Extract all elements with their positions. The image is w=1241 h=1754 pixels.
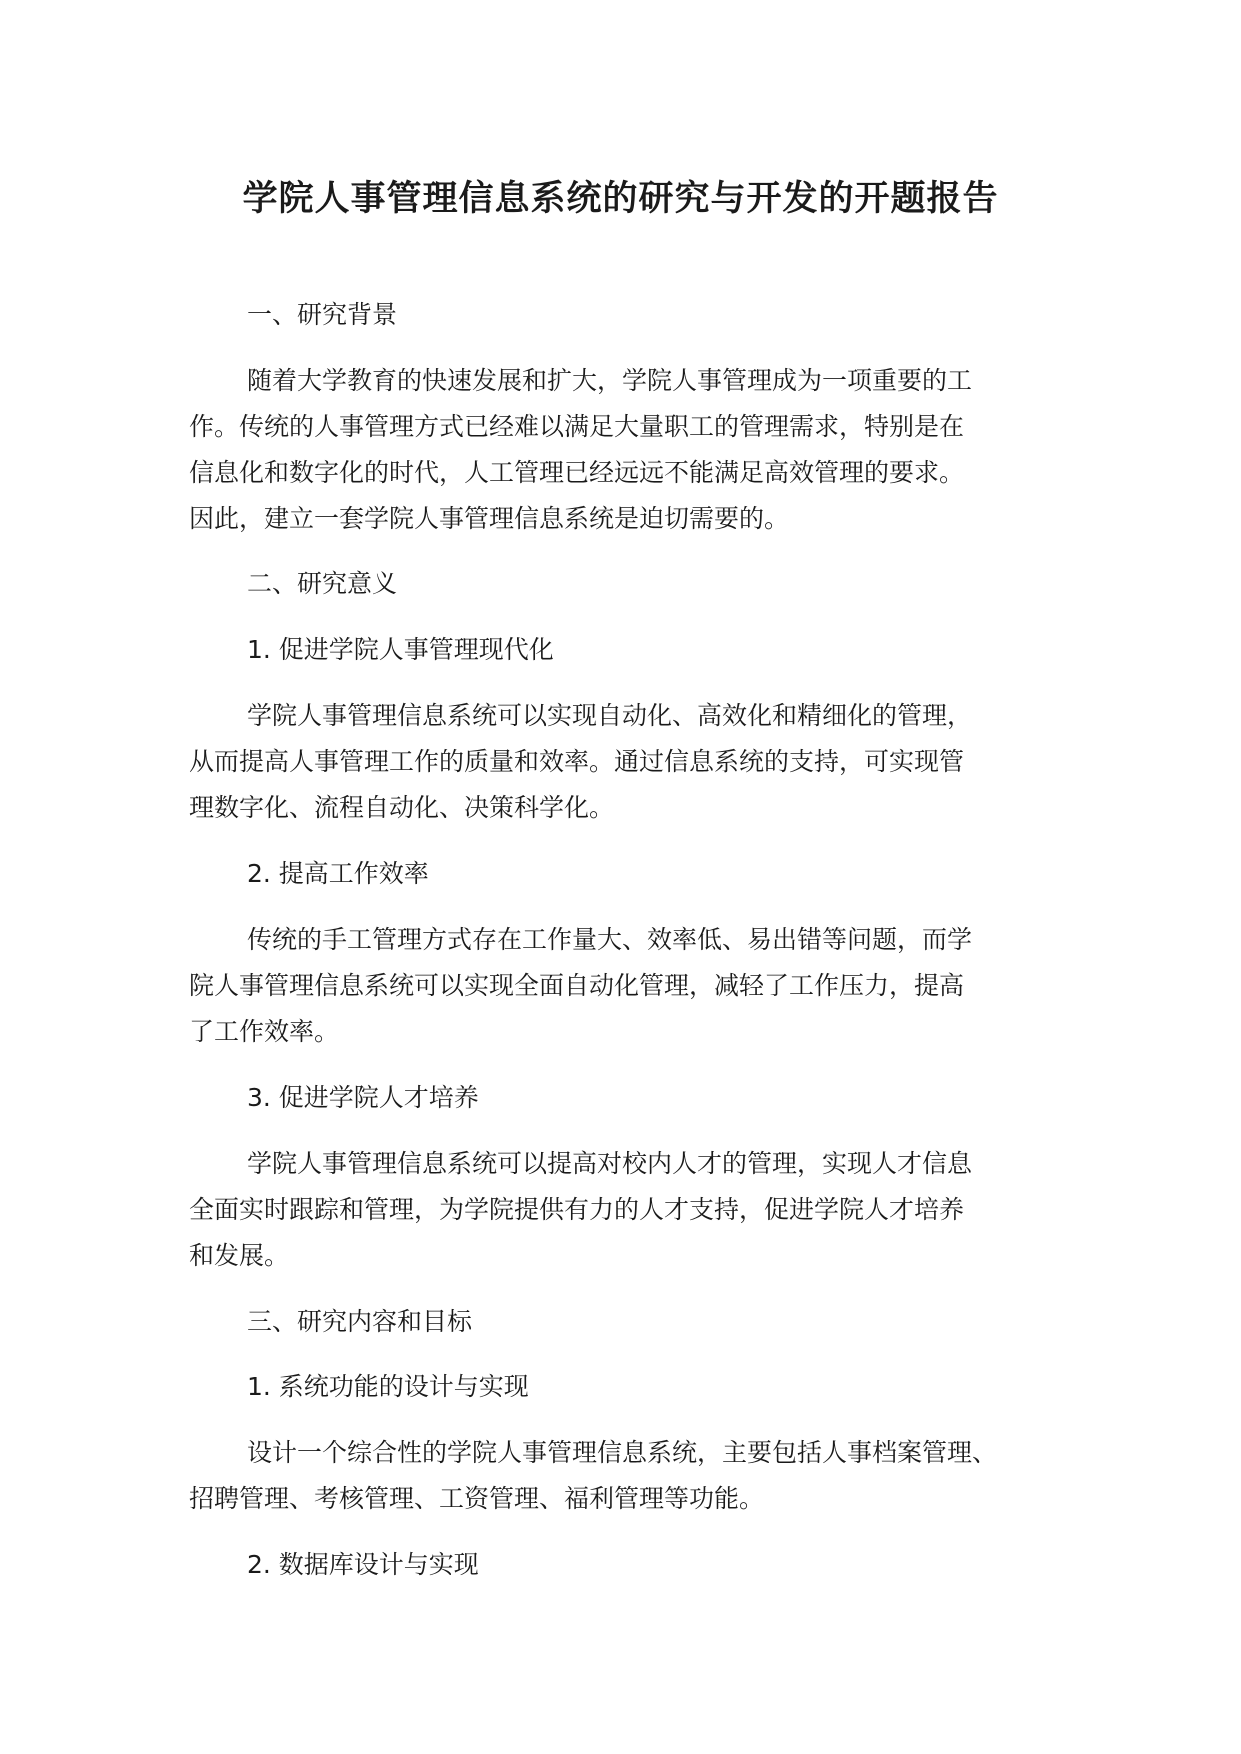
subheading: 1. 系统功能的设计与实现	[247, 1372, 529, 1401]
paragraph-line: 学院人事管理信息系统可以实现自动化、高效化和精细化的管理，	[247, 701, 973, 730]
paragraph-line: 招聘管理、考核管理、工资管理、福利管理等功能。	[189, 1484, 765, 1513]
paragraph-line: 作。传统的人事管理方式已经难以满足大量职工的管理需求，特别是在	[189, 412, 965, 441]
subheading: 2. 提高工作效率	[247, 859, 429, 888]
paragraph-line: 和发展。	[189, 1241, 290, 1270]
paragraph-line: 信息化和数字化的时代，人工管理已经远远不能满足高效管理的要求。	[189, 458, 965, 487]
paragraph-line: 学院人事管理信息系统可以提高对校内人才的管理，实现人才信息	[247, 1149, 973, 1178]
paragraph-line: 院人事管理信息系统可以实现全面自动化管理，减轻了工作压力，提高	[189, 971, 965, 1000]
paragraph-line: 因此，建立一套学院人事管理信息系统是迫切需要的。	[189, 504, 790, 533]
paragraph-line: 随着大学教育的快速发展和扩大，学院人事管理成为一项重要的工	[247, 366, 973, 395]
section-heading-significance: 二、研究意义	[247, 569, 398, 598]
section-heading-background: 一、研究背景	[247, 300, 398, 329]
paragraph-line: 了工作效率。	[189, 1017, 340, 1046]
paragraph-line: 从而提高人事管理工作的质量和效率。通过信息系统的支持，可实现管	[189, 747, 965, 776]
section-heading-content: 三、研究内容和目标	[247, 1307, 473, 1336]
paragraph-line: 设计一个综合性的学院人事管理信息系统，主要包括人事档案管理、	[247, 1438, 998, 1467]
paragraph-line: 理数字化、流程自动化、决策科学化。	[189, 793, 615, 822]
subheading: 3. 促进学院人才培养	[247, 1083, 479, 1112]
paragraph-line: 传统的手工管理方式存在工作量大、效率低、易出错等问题，而学	[247, 925, 973, 954]
document-title: 学院人事管理信息系统的研究与开发的开题报告	[242, 179, 999, 219]
subheading: 1. 促进学院人事管理现代化	[247, 635, 554, 664]
subheading: 2. 数据库设计与实现	[247, 1550, 479, 1579]
paragraph-line: 全面实时跟踪和管理，为学院提供有力的人才支持，促进学院人才培养	[189, 1195, 965, 1224]
